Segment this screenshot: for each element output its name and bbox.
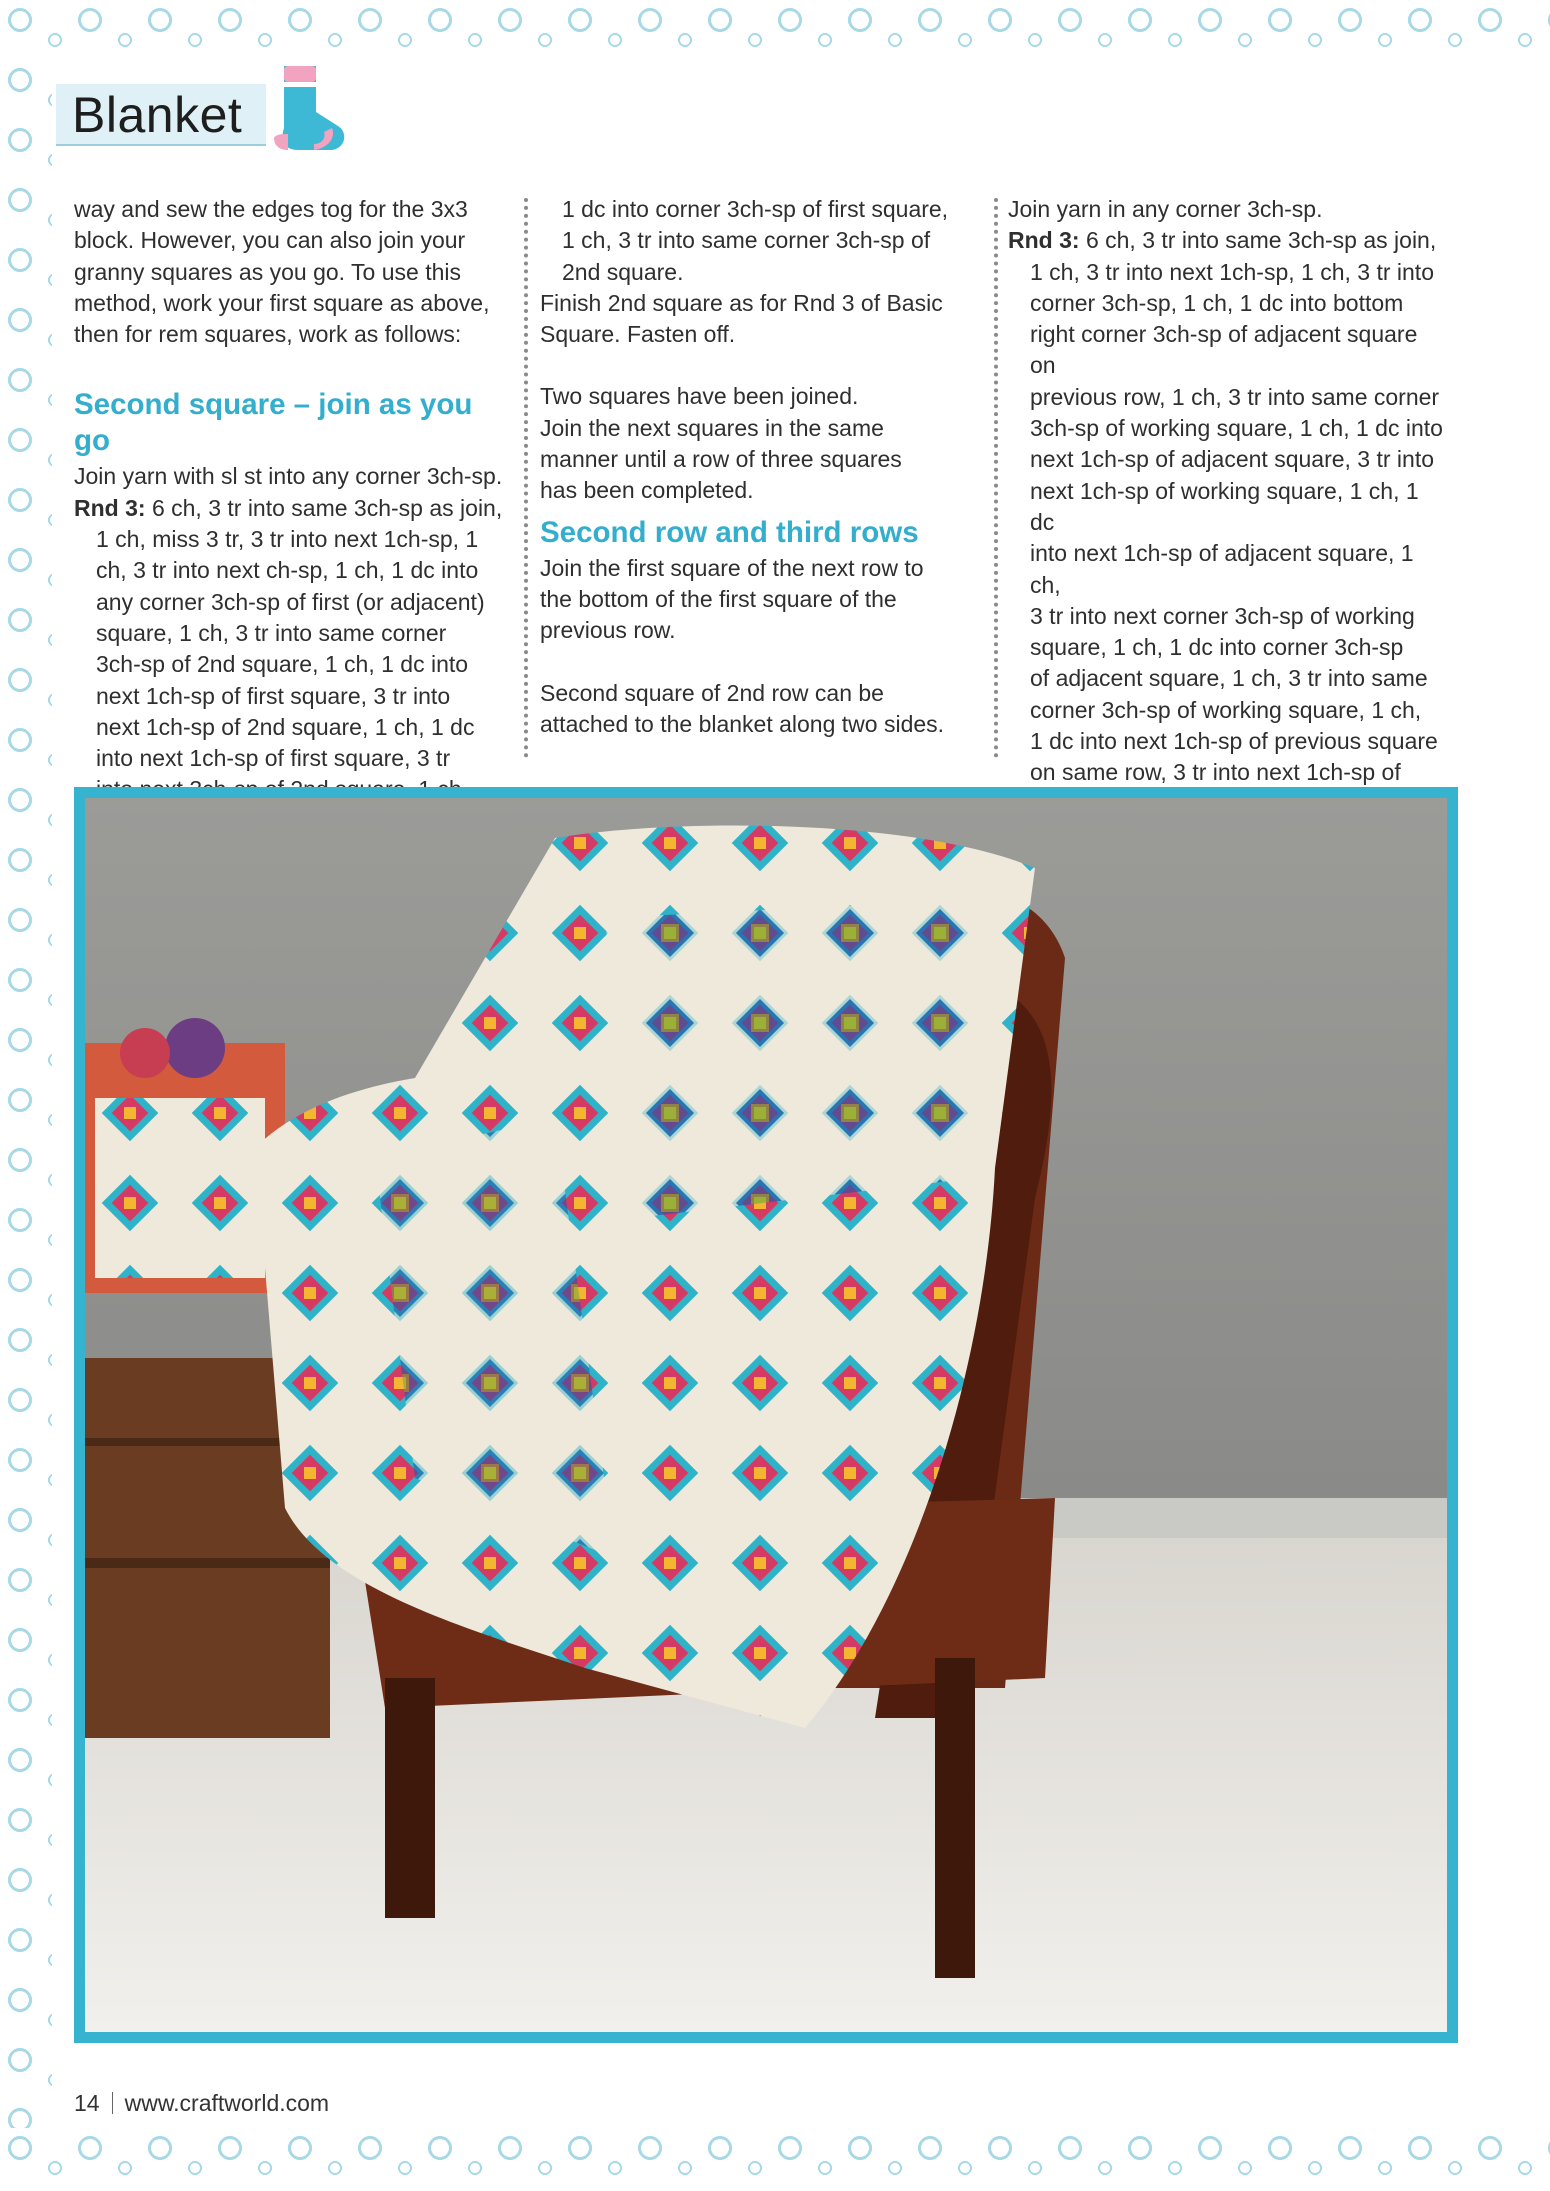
- paragraph-line: into next 1ch-sp of adjacent square, 1 ch,: [1030, 540, 1414, 598]
- column-divider: [994, 198, 998, 758]
- column-divider: [524, 198, 528, 758]
- website-url: www.craftworld.com: [124, 2090, 330, 2116]
- text-column-3: [1008, 194, 1448, 851]
- paragraph-line: 1 ch, miss 3 tr, 3 tr into next 1ch-sp, 1: [96, 526, 479, 553]
- paragraph-line: 3ch-sp of 2nd square, 1 ch, 1 dc into: [96, 651, 469, 678]
- text-column-1: [74, 194, 514, 806]
- paragraph-line: Finish 2nd square as for Rnd 3 of Basic: [540, 289, 943, 316]
- round-text: 6 ch, 3 tr into same 3ch-sp as join,: [145, 494, 503, 521]
- doodle-border-bottom: [0, 2128, 1550, 2191]
- round-label: Rnd 3:: [74, 494, 146, 521]
- paragraph-line: has been completed.: [540, 477, 754, 504]
- paragraph-line: block. However, you can also join your: [74, 227, 466, 254]
- paragraph-line: 1 ch, 3 tr into same corner 3ch-sp of: [562, 227, 931, 254]
- paragraph-line: Second square of 2nd row can be: [540, 679, 884, 706]
- section-heading: Second row and third rows: [540, 515, 919, 549]
- paragraph-line: 3ch-sp of working square, 1 ch, 1 dc into: [1030, 415, 1443, 442]
- paragraph-line: [1008, 225, 1448, 256]
- paragraph-line: Two squares have been joined.: [540, 383, 859, 410]
- blanket-chair-photo: [85, 798, 1447, 2032]
- paragraph-line: way and sew the edges tog for the 3x3: [74, 196, 468, 222]
- paragraph-line: previous row.: [540, 617, 676, 644]
- paragraph-line: 1 dc into corner 3ch-sp of first square,: [562, 196, 949, 222]
- paragraph-line: [74, 493, 514, 524]
- paragraph-line: method, work your first square as above,: [74, 289, 490, 316]
- paragraph-line: Join yarn in any corner 3ch-sp.: [1008, 196, 1323, 222]
- sock-icon: [256, 58, 356, 158]
- paragraph-line: right corner 3ch-sp of adjacent square on: [1030, 321, 1418, 379]
- paragraph-line: 2nd square.: [562, 258, 684, 285]
- paragraph-line: next 1ch-sp of working square, 1 ch, 1 dc: [1030, 477, 1419, 535]
- paragraph-line: 1 ch, 3 tr into next 1ch-sp, 1 ch, 3 tr into: [1030, 258, 1434, 285]
- paragraph-line: manner until a row of three squares: [540, 446, 902, 473]
- round-text: 6 ch, 3 tr into same 3ch-sp as join,: [1079, 227, 1437, 254]
- paragraph-line: attached to the blanket along two sides.: [540, 710, 945, 737]
- paragraph-line: previous row, 1 ch, 3 tr into same corner: [1030, 383, 1440, 410]
- paragraph-line: any corner 3ch-sp of first (or adjacent): [96, 588, 485, 615]
- doodle-border-top: [0, 0, 1550, 56]
- round-label: Rnd 3:: [1008, 227, 1080, 254]
- page-number: 14: [74, 2090, 100, 2116]
- paragraph-line: then for rem squares, work as follows:: [74, 321, 462, 348]
- paragraph-line: Join yarn with sl st into any corner 3ch-sp.: [74, 463, 503, 490]
- paragraph-line: granny squares as you go. To use this: [74, 258, 461, 285]
- section-heading: Second square – join as you go: [74, 388, 473, 458]
- paragraph-line: ch, 3 tr into next ch-sp, 1 ch, 1 dc into: [96, 557, 479, 584]
- paragraph-line: next 1ch-sp of adjacent square, 3 tr into: [1030, 446, 1435, 473]
- paragraph-line: corner 3ch-sp of working square, 1 ch,: [1030, 696, 1422, 723]
- doodle-border-left: [0, 0, 52, 2191]
- paragraph-line: square, 1 ch, 3 tr into same corner: [96, 619, 447, 646]
- photo-frame: [74, 787, 1458, 2043]
- paragraph-line: 3 tr into next corner 3ch-sp of working: [1030, 602, 1415, 629]
- paragraph-line: Square. Fasten off.: [540, 321, 736, 348]
- paragraph-line: the bottom of the first square of the: [540, 585, 897, 612]
- section-title: Blanket: [72, 87, 243, 143]
- paragraph-line: 1 dc into next 1ch-sp of previous square: [1030, 728, 1438, 755]
- paragraph-line: corner 3ch-sp, 1 ch, 1 dc into bottom: [1030, 289, 1404, 316]
- footer-separator: [112, 2092, 113, 2114]
- paragraph-line: into next 1ch-sp of first square, 3 tr: [96, 745, 451, 772]
- page-footer: [74, 2090, 329, 2117]
- paragraph-line: Join the next squares in the same: [540, 414, 884, 441]
- paragraph-line: Join the first square of the next row to: [540, 554, 924, 581]
- paragraph-line: next 1ch-sp of first square, 3 tr into: [96, 682, 451, 709]
- text-column-2: [540, 194, 970, 740]
- paragraph-line: square, 1 ch, 1 dc into corner 3ch-sp: [1030, 634, 1404, 661]
- paragraph-line: next 1ch-sp of 2nd square, 1 ch, 1 dc: [96, 713, 475, 740]
- paragraph-line: on same row, 3 tr into next 1ch-sp of: [1030, 759, 1401, 786]
- paragraph-line: of adjacent square, 1 ch, 3 tr into same: [1030, 665, 1428, 692]
